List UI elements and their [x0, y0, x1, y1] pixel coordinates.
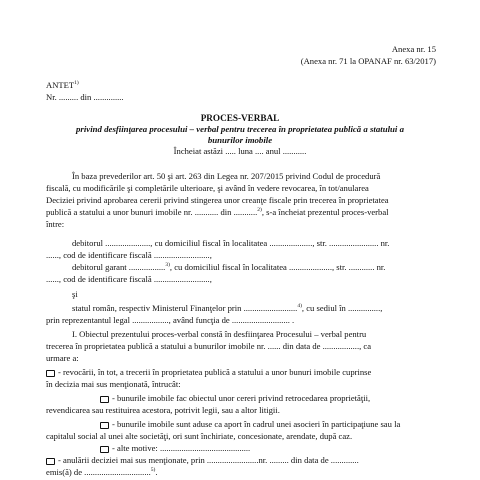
intro-line1: În baza prevederilor art. 50 şi art. 263 din Legea nr. 207/2015 privind Codul de procedură [72, 171, 381, 181]
registration-number: Nr. ......... din .............. [46, 92, 124, 102]
annex-number: Anexa nr. 15 [391, 44, 436, 54]
debtor-line2: ......, cod de identificare fiscală .........................., [46, 250, 212, 260]
reason-other-checkbox[interactable] [100, 446, 109, 453]
intro-line5: între: [46, 219, 65, 229]
reason-contribution-line2: capitalul social al unei alte societăţi, ori sunt închiriate, concesionate, arendate, după caz. [46, 431, 353, 441]
section1-line1: I. Obiectul prezentului proces-verbal constă în desfiinţarea Procesului – verbal pentru [72, 329, 367, 339]
revocation-checkbox[interactable] [46, 370, 55, 377]
annex-reference: (Anexa nr. 71 la OPANAF nr. 63/2017) [300, 56, 436, 66]
option-revocation-line1: - revocării, în tot, a trecerii în proprietatea publică a statului a unor bunuri imobile cuprinse [46, 367, 371, 378]
guarantor-line1: debitorul garant .................$^{3)}$, cu domiciliul fiscal în localitatea ...................., str. ............ nr. [72, 262, 386, 272]
reason-other-line: - alte motive: .......................................... [100, 443, 250, 454]
section1-line2: trecerea în proprietatea publică a statului a bunurilor imobile nr. ...... din data de ................., ca [46, 341, 372, 351]
section1-line3: urmare a: [46, 353, 79, 363]
debtor-line1: debitorul ....................., cu domiciliul fiscal în localitatea ...................., str. ....................... nr. [72, 238, 390, 248]
concluded-date-line: Încheiat astăzi ..... luna .... anul ........... [173, 146, 307, 156]
document-title: PROCES-VERBAL [200, 113, 280, 123]
option-revocation-line2: în decizia mai sus menţionată, întrucât: [46, 379, 181, 389]
reason-restitution-line2: revendicarea sau restituirea acestora, potrivit legii, sau a altor litigii. [46, 405, 280, 415]
antet-label: ANTET$^{1)}$ [46, 80, 79, 90]
intro-line3: Deciziei privind aprobarea cererii privind stingerea unor creanţe fiscale prin trecerea în proprietatea [46, 195, 389, 205]
state-line2: prin reprezentantul legal ................., având funcţia de ........................... . [46, 315, 295, 325]
intro-line2: fiscală, cu modificările şi completările ulterioare, şi având în vedere revocarea, în tot/anularea [46, 183, 369, 193]
guarantor-line2: ......, cod de identificare fiscală .........................., [46, 274, 212, 284]
option-annulment-line2: emis(ă) de ...............................$^{5)}$. [46, 467, 158, 477]
reason-contribution-line1: - bunurile imobile sunt aduse ca aport în cadrul unei asocieri în participaţiune sau la [100, 419, 400, 430]
reason-restitution-line1: - bunurile imobile fac obiectul unor cereri privind retrocedarea proprietăţii, [100, 393, 370, 404]
state-line1: statul român, respectiv Ministerul Finanţelor prin .........................$^{4)}$, cu sediul în ..............., [72, 303, 383, 313]
reason-restitution-checkbox[interactable] [100, 396, 109, 403]
annulment-checkbox[interactable] [46, 458, 55, 465]
reason-contribution-checkbox[interactable] [100, 422, 109, 429]
and-word: şi [72, 289, 78, 299]
intro-line4: publică a statului a unor bunuri imobile nr. ........... din ...........$^{2)}$, s-a încheiat prezentul proces-verbal [46, 207, 389, 217]
document-subtitle-line2: bunurilor imobile [207, 135, 273, 145]
document-subtitle-line1: privind desfiinţarea procesului – verbal pentru trecerea în proprietatea publică a statului a [76, 124, 404, 134]
option-annulment-line1: - anulării deciziei mai sus menţionate, prin ........................nr. ......... din data de ............. [46, 455, 359, 466]
